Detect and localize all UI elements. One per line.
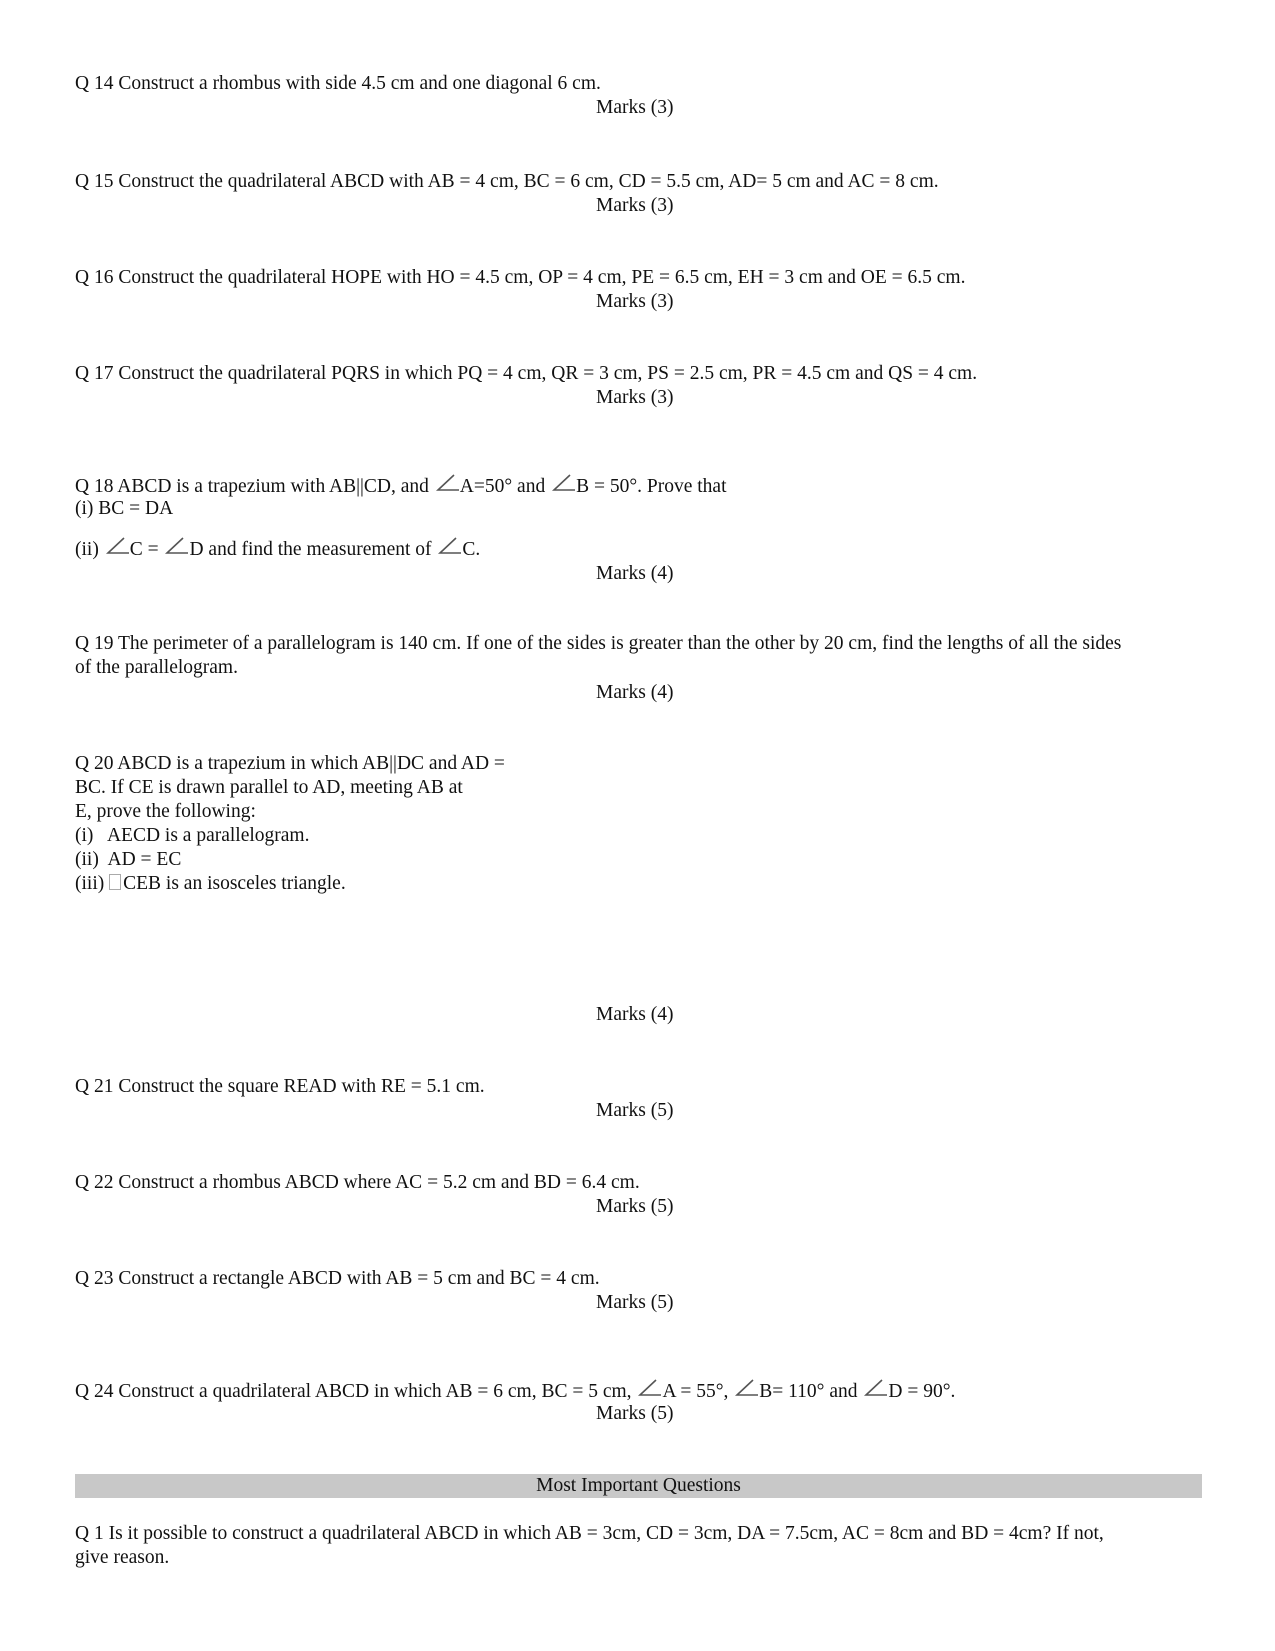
- q20-iii-label: (iii): [75, 873, 105, 894]
- most-important-banner: Most Important Questions: [75, 1474, 1202, 1498]
- q18-statement: [75, 473, 727, 499]
- q18-ii-label: (ii): [75, 539, 99, 560]
- angle-icon: [104, 536, 130, 558]
- q19-line2: of the parallelogram.: [75, 657, 238, 678]
- q16-text: Q 16 Construct the quadrilateral HOPE with HO = 4.5 cm, OP = 4 cm, PE = 6.5 cm, EH = 3 cm and OE = 6.5 cm.: [75, 267, 966, 288]
- q24-text: [75, 1378, 955, 1404]
- q16-marks: Marks (3): [596, 291, 674, 312]
- q18-text-b: A=50° and: [459, 476, 546, 497]
- q18-ii-text-d: C.: [462, 539, 481, 560]
- q20-line2: BC. If CE is drawn parallel to AD, meeting AB at: [75, 777, 463, 798]
- q20-part-i: (i) AECD is a parallelogram.: [75, 825, 310, 846]
- q23-text: Q 23 Construct a rectangle ABCD with AB = 5 cm and BC = 4 cm.: [75, 1268, 600, 1289]
- q15-text: Q 15 Construct the quadrilateral ABCD with AB = 4 cm, BC = 6 cm, CD = 5.5 cm, AD= 5 cm and AC = 8 cm.: [75, 171, 939, 192]
- q21-marks: Marks (5): [596, 1100, 674, 1121]
- q18-part-i: (i) BC = DA: [75, 498, 174, 519]
- q18-part-ii: [75, 536, 480, 562]
- angle-icon: [862, 1378, 888, 1400]
- q22-text: Q 22 Construct a rhombus ABCD where AC = 5.2 cm and BD = 6.4 cm.: [75, 1172, 640, 1193]
- q20-line1: Q 20 ABCD is a trapezium in which AB||DC and AD =: [75, 753, 505, 774]
- q24-marks: Marks (5): [596, 1403, 674, 1424]
- q14-text: Q 14 Construct a rhombus with side 4.5 cm and one diagonal 6 cm.: [75, 73, 601, 94]
- q18-ii-text-c: D and find the measurement of: [189, 539, 432, 560]
- q20-part-ii: (ii) AD = EC: [75, 849, 182, 870]
- q18-text-c: B = 50°. Prove that: [576, 476, 727, 497]
- q19-marks: Marks (4): [596, 682, 674, 703]
- q18-marks: Marks (4): [596, 563, 674, 584]
- q24-text-c: B= 110° and: [759, 1381, 858, 1402]
- q14-marks: Marks (3): [596, 97, 674, 118]
- q20-part-iii: [75, 872, 346, 896]
- q21-text: Q 21 Construct the square READ with RE = 5.1 cm.: [75, 1076, 485, 1097]
- q20-marks: Marks (4): [596, 1004, 674, 1025]
- q24-text-d: D = 90°.: [888, 1381, 956, 1402]
- angle-icon: [636, 1378, 662, 1400]
- q22-marks: Marks (5): [596, 1196, 674, 1217]
- q20-line3: E, prove the following:: [75, 801, 256, 822]
- angle-icon: [550, 473, 576, 495]
- important-q1-line1: Q 1 Is it possible to construct a quadrilateral ABCD in which AB = 3cm, CD = 3cm, DA = 7.5cm, AC = 8cm and BD = 4cm? If not,: [75, 1523, 1104, 1544]
- angle-icon: [436, 536, 462, 558]
- q18-ii-text-b: C =: [129, 539, 159, 560]
- angle-icon: [163, 536, 189, 558]
- missing-glyph-icon: [109, 874, 121, 890]
- angle-icon: [733, 1378, 759, 1400]
- q23-marks: Marks (5): [596, 1292, 674, 1313]
- important-q1-line2: give reason.: [75, 1547, 170, 1568]
- q24-text-a: Q 24 Construct a quadrilateral ABCD in which AB = 6 cm, BC = 5 cm,: [75, 1381, 632, 1402]
- q18-text-a: Q 18 ABCD is a trapezium with AB||CD, and: [75, 476, 429, 497]
- q17-text: Q 17 Construct the quadrilateral PQRS in which PQ = 4 cm, QR = 3 cm, PS = 2.5 cm, PR = 4.5 cm and QS = 4 cm.: [75, 363, 978, 384]
- q17-marks: Marks (3): [596, 387, 674, 408]
- q15-marks: Marks (3): [596, 195, 674, 216]
- angle-icon: [434, 473, 460, 495]
- q19-line1: Q 19 The perimeter of a parallelogram is 140 cm. If one of the sides is greater than the other by 20 cm, find the lengths of all the sides: [75, 633, 1122, 654]
- q24-text-b: A = 55°,: [662, 1381, 729, 1402]
- q20-iii-text: CEB is an isosceles triangle.: [123, 873, 346, 894]
